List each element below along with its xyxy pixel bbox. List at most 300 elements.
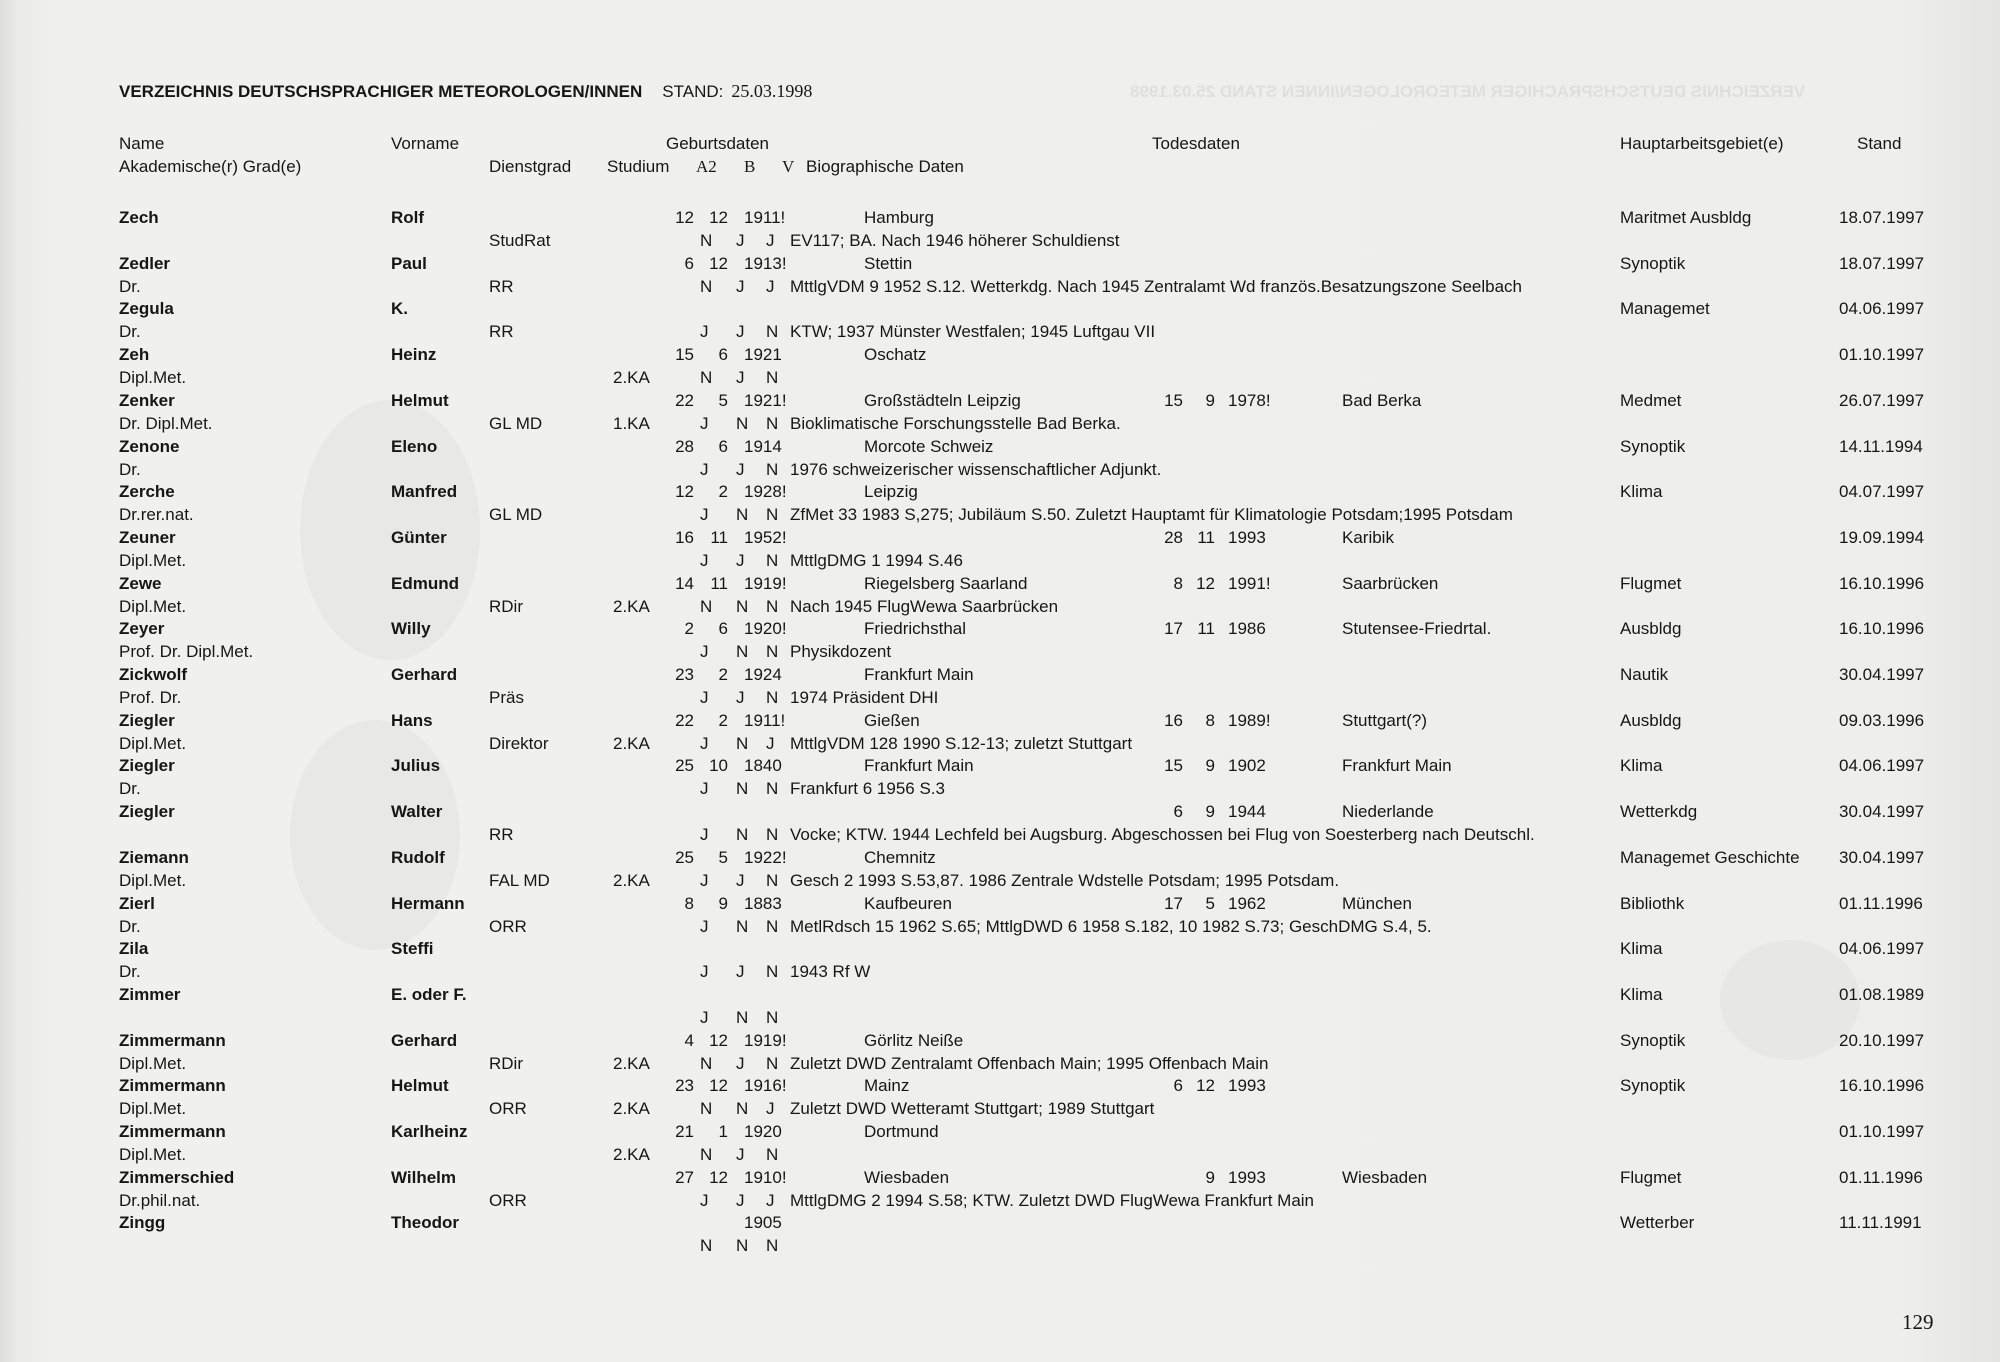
entry-vorname: Rudolf — [391, 847, 445, 867]
entry-row — [0, 437, 2000, 483]
entry-vorname: Manfred — [391, 482, 458, 502]
entry-gebiet: Synoptik — [1620, 436, 1686, 456]
entry-a2: N — [700, 276, 713, 296]
entry-grad: Dr. — [119, 916, 141, 936]
entry-g-mon: 6 — [718, 436, 728, 456]
entry-g-ort: Stettin — [864, 253, 913, 273]
entry-row — [0, 574, 2000, 620]
entry-v: J — [766, 231, 775, 250]
entry-t-mon: 5 — [1205, 893, 1215, 913]
entry-grad: Dr. — [119, 276, 141, 296]
entry-b: J — [736, 1190, 745, 1210]
entry-bio: ZfMet 33 1983 S,275; Jubiläum S.50. Zuletzt Hauptamt für Klimatologie Potsdam;1995 Potsdam — [790, 505, 1513, 525]
entry-g-mon: 12 — [709, 1030, 728, 1050]
entry-studium: 1.KA — [613, 413, 650, 433]
entry-b: J — [736, 550, 745, 570]
entry-row — [0, 802, 2000, 848]
entry-g-tag: 16 — [675, 527, 694, 547]
entry-v: N — [766, 779, 779, 799]
entry-g-tag: 22 — [675, 710, 694, 730]
entry-g-jahr: 1920 — [744, 1122, 782, 1141]
entry-dienst: Direktor — [489, 733, 549, 753]
entry-v: N — [766, 322, 779, 342]
entry-name: Ziemann — [119, 847, 189, 867]
entry-v: N — [766, 413, 779, 433]
entry-stand: 01.08.1989 — [1839, 984, 1925, 1004]
entry-name: Zedler — [119, 253, 171, 273]
entry-vorname: Gerhard — [391, 665, 458, 684]
entry-t-jahr: 1993 — [1228, 527, 1266, 547]
entry-gebiet: Medmet — [1620, 390, 1682, 410]
entry-t-ort: Stutensee-Friedrtal. — [1342, 619, 1492, 639]
col-header-todesdaten: Todesdaten — [1152, 134, 1240, 153]
entry-vorname: Gerhard — [391, 1030, 458, 1050]
entry-row — [0, 1213, 2000, 1259]
entry-t-tag: 8 — [1173, 573, 1183, 593]
entry-b: J — [736, 1145, 745, 1164]
entry-a2: N — [700, 1099, 713, 1119]
entry-grad: Dr.rer.nat. — [119, 505, 194, 525]
entry-a2: J — [700, 916, 709, 936]
entry-g-ort: Chemnitz — [864, 847, 936, 867]
entry-t-mon: 9 — [1205, 756, 1215, 776]
col-header-name: Name — [119, 134, 165, 153]
entry-grad: Dipl.Met. — [119, 870, 187, 890]
entry-gebiet: Maritmet Ausbldg — [1620, 208, 1752, 227]
entry-stand: 30.04.1997 — [1839, 802, 1925, 822]
entry-bio: 1943 Rf W — [790, 962, 871, 982]
entry-b: J — [736, 1053, 745, 1073]
entry-row — [0, 665, 2000, 711]
entry-g-jahr: 1919! — [744, 573, 787, 593]
entry-g-ort: Kaufbeuren — [864, 893, 952, 913]
entry-v: J — [766, 1099, 775, 1119]
entry-t-ort: München — [1342, 893, 1412, 913]
entry-g-mon: 11 — [710, 527, 728, 547]
entry-g-tag: 12 — [675, 208, 694, 227]
entry-a2: J — [700, 779, 709, 799]
entry-g-ort: Oschatz — [864, 345, 927, 365]
entry-g-ort: Dortmund — [864, 1122, 939, 1141]
entry-g-jahr: 1922! — [744, 847, 787, 867]
entry-a2: J — [700, 1007, 709, 1027]
entry-a2: J — [700, 733, 709, 753]
entry-v: N — [766, 1236, 779, 1256]
entry-v: J — [766, 276, 775, 296]
entry-name: Zenker — [119, 390, 175, 410]
col-header-vorname: Vorname — [391, 134, 460, 153]
entry-t-mon: 12 — [1196, 573, 1215, 593]
entry-g-tag: 28 — [675, 436, 694, 456]
entry-grad: Dipl.Met. — [119, 1053, 187, 1073]
entry-dienst: GL MD — [489, 505, 543, 525]
entry-g-tag: 25 — [675, 847, 694, 867]
entry-vorname: Karlheinz — [391, 1122, 468, 1141]
entry-studium: 2.KA — [613, 596, 650, 616]
entry-g-jahr: 1911! — [744, 208, 786, 227]
entry-stand: 14.11.1994 — [1839, 436, 1923, 456]
entry-bio: EV117; BA. Nach 1946 höherer Schuldienst — [790, 231, 1120, 250]
entry-g-jahr: 1914 — [744, 436, 782, 456]
entry-g-mon: 12 — [709, 253, 728, 273]
entry-dienst: RDir — [489, 1053, 523, 1073]
entry-dienst: ORR — [489, 1190, 527, 1210]
entry-t-jahr: 1993 — [1228, 1167, 1266, 1187]
entry-stand: 04.06.1997 — [1839, 756, 1925, 776]
entry-t-mon: 11 — [1197, 527, 1215, 547]
bleed-through-text: VERZEICHNIS DEUTSCHSPRACHIGER METEOROLOGEN/INNEN STAND 25.03.1998 — [1130, 82, 1806, 101]
entry-gebiet: Ausbldg — [1620, 710, 1682, 730]
entry-bio: Zuletzt DWD Zentralamt Offenbach Main; 1995 Offenbach Main — [790, 1053, 1269, 1073]
entry-a2: N — [700, 368, 713, 388]
entry-b: J — [736, 459, 745, 479]
entry-bio: MetlRdsch 15 1962 S.65; MttlgDWD 6 1958 S.182, 10 1982 S.73; GeschDMG S.4, 5. — [790, 916, 1432, 936]
entry-name: Zimmermann — [119, 1030, 226, 1050]
entry-g-mon: 12 — [709, 1167, 728, 1187]
entry-name: Zierl — [119, 893, 155, 913]
entry-name: Zickwolf — [119, 665, 188, 684]
entry-b: N — [736, 1236, 749, 1256]
entry-gebiet: Synoptik — [1620, 253, 1686, 273]
entry-t-ort: Karibik — [1342, 527, 1394, 547]
entry-bio: MttlgDMG 2 1994 S.58; KTW. Zuletzt DWD FlugWewa Frankfurt Main — [790, 1190, 1315, 1210]
entry-b: N — [736, 1007, 749, 1027]
entry-vorname: Hans — [391, 710, 433, 730]
entry-name: Zenone — [119, 436, 180, 456]
entry-grad: Dipl.Met. — [119, 733, 187, 753]
entry-a2: J — [700, 688, 709, 707]
entry-t-ort: Stuttgart(?) — [1342, 710, 1428, 730]
entry-v: N — [766, 505, 779, 525]
entry-g-tag: 14 — [675, 573, 694, 593]
entry-name: Ziegler — [119, 802, 175, 822]
entry-b: N — [736, 916, 749, 936]
entry-stand: 16.10.1996 — [1839, 619, 1925, 639]
entry-t-mon: 12 — [1196, 1076, 1215, 1096]
entry-v: N — [766, 642, 779, 662]
entry-a2: J — [700, 1190, 709, 1210]
entry-bio: 1974 Präsident DHI — [790, 688, 939, 707]
entry-stand: 16.10.1996 — [1839, 573, 1925, 593]
entry-vorname: Willy — [391, 619, 431, 639]
entry-t-ort: Bad Berka — [1342, 390, 1422, 410]
entry-row — [0, 528, 2000, 574]
entry-bio: KTW; 1937 Münster Westfalen; 1945 Luftgau VII — [790, 322, 1156, 342]
col-header-dienstgrad: Dienstgrad — [489, 157, 572, 176]
entry-g-jahr: 1921 — [744, 345, 782, 365]
col-header-grad: Akademische(r) Grad(e) — [119, 157, 302, 176]
entry-g-jahr: 1920! — [744, 619, 787, 639]
entry-grad: Dipl.Met. — [119, 1099, 187, 1119]
entry-t-ort: Saarbrücken — [1342, 573, 1439, 593]
entry-row — [0, 345, 2000, 391]
entry-a2: N — [700, 596, 713, 616]
entry-b: N — [736, 596, 749, 616]
entry-row — [0, 254, 2000, 300]
entry-b: N — [736, 1099, 749, 1119]
entry-t-tag: 17 — [1164, 893, 1183, 913]
entry-g-ort: Gießen — [864, 710, 920, 730]
entry-vorname: E. oder F. — [391, 984, 467, 1004]
entry-name: Ziegler — [119, 756, 175, 776]
entry-stand: 09.03.1996 — [1839, 710, 1925, 730]
entry-v: J — [766, 1190, 775, 1210]
entry-g-jahr: 1952! — [744, 527, 787, 547]
entry-v: N — [766, 368, 779, 388]
entry-gebiet: Flugmet — [1620, 1167, 1682, 1187]
entry-row — [0, 985, 2000, 1031]
entry-g-mon: 1 — [718, 1122, 728, 1141]
entry-vorname: Günter — [391, 527, 447, 547]
entry-row — [0, 1076, 2000, 1122]
entry-gebiet: Ausbldg — [1620, 619, 1682, 639]
entry-gebiet: Klima — [1620, 482, 1663, 502]
entry-vorname: Helmut — [391, 1076, 449, 1096]
entry-g-mon: 12 — [709, 208, 728, 227]
entry-name: Zerche — [119, 482, 175, 502]
entry-name: Zila — [119, 939, 149, 959]
entry-vorname: Julius — [391, 756, 441, 776]
entry-name: Zeh — [119, 345, 150, 365]
entry-t-jahr: 1902 — [1228, 756, 1266, 776]
entry-g-ort: Großstädteln Leipzig — [864, 390, 1021, 410]
entry-vorname: Theodor — [391, 1213, 459, 1233]
entry-stand: 19.09.1994 — [1839, 527, 1925, 547]
entry-g-mon: 11 — [710, 573, 728, 593]
entry-grad: Dr. — [119, 962, 141, 982]
entry-stand: 11.11.1991 — [1839, 1213, 1922, 1233]
entry-vorname: Helmut — [391, 390, 449, 410]
entry-g-tag: 4 — [684, 1030, 694, 1050]
entry-b: N — [736, 505, 749, 525]
col-header-v: V — [782, 157, 795, 176]
entry-row — [0, 1031, 2000, 1077]
entry-a2: J — [700, 642, 709, 662]
entry-g-tag: 25 — [675, 756, 694, 776]
entry-row — [0, 894, 2000, 940]
entry-g-mon: 12 — [709, 1076, 728, 1096]
entry-stand: 18.07.1997 — [1839, 208, 1925, 227]
entry-t-mon: 8 — [1205, 710, 1215, 730]
entry-row — [0, 299, 2000, 345]
entry-g-mon: 2 — [718, 710, 728, 730]
entry-vorname: Heinz — [391, 345, 437, 365]
entry-g-jahr: 1910! — [744, 1167, 787, 1187]
entry-stand: 26.07.1997 — [1839, 390, 1925, 410]
entry-bio: Vocke; KTW. 1944 Lechfeld bei Augsburg. Abgeschossen bei Flug von Soesterberg nach Deutschl. — [790, 825, 1535, 845]
entry-bio: MttlgDMG 1 1994 S.46 — [790, 550, 963, 570]
entry-t-jahr: 1944 — [1228, 802, 1266, 822]
entry-t-ort: Wiesbaden — [1342, 1167, 1428, 1187]
entry-g-jahr: 1916! — [744, 1076, 787, 1096]
entry-gebiet: Klima — [1620, 756, 1663, 776]
col-header-b: B — [744, 157, 756, 176]
entry-dienst: RR — [489, 825, 514, 845]
stand-label: STAND: — [662, 82, 724, 101]
col-header-hauptarbeitsgebiet: Hauptarbeitsgebiet(e) — [1620, 134, 1784, 153]
entry-a2: J — [700, 825, 709, 845]
entry-bio: Frankfurt 6 1956 S.3 — [790, 779, 945, 799]
entry-t-tag: 6 — [1173, 1076, 1183, 1096]
entry-dienst: RR — [489, 276, 514, 296]
entry-dienst: StudRat — [489, 231, 551, 250]
entry-g-ort: Friedrichsthal — [864, 619, 967, 639]
entry-g-ort: Frankfurt Main — [864, 756, 974, 776]
entry-studium: 2.KA — [613, 1053, 650, 1073]
entry-g-jahr: 1911! — [744, 710, 786, 730]
entry-a2: J — [700, 505, 709, 525]
entry-bio: 1976 schweizerischer wissenschaftlicher Adjunkt. — [790, 459, 1162, 479]
entry-stand: 04.06.1997 — [1839, 939, 1925, 959]
entry-v: J — [766, 733, 775, 753]
entry-grad: Prof. Dr. — [119, 688, 182, 707]
entry-g-tag: 12 — [675, 482, 694, 502]
entry-stand: 01.11.1996 — [1839, 893, 1923, 913]
entry-gebiet: Synoptik — [1620, 1076, 1686, 1096]
entry-g-mon: 2 — [718, 665, 728, 684]
entry-vorname: Walter — [391, 802, 443, 822]
entry-vorname: Rolf — [391, 208, 425, 227]
entry-grad: Dr. — [119, 459, 141, 479]
entry-t-mon: 9 — [1205, 1167, 1215, 1187]
entry-b: J — [736, 231, 745, 250]
entry-row — [0, 482, 2000, 528]
entry-a2: J — [700, 550, 709, 570]
entry-dienst: Präs — [489, 688, 524, 707]
entry-gebiet: Managemet Geschichte — [1620, 847, 1800, 867]
entry-v: N — [766, 1053, 779, 1073]
entry-a2: J — [700, 962, 709, 982]
entry-row — [0, 1122, 2000, 1168]
entry-g-jahr: 1913! — [744, 253, 787, 273]
entry-gebiet: Managemet — [1620, 299, 1710, 319]
entry-t-jahr: 1991! — [1228, 573, 1271, 593]
entry-t-tag: 6 — [1173, 802, 1183, 822]
entry-v: N — [766, 596, 779, 616]
entry-g-mon: 5 — [718, 847, 728, 867]
entry-grad: Dr.phil.nat. — [119, 1190, 201, 1210]
entry-vorname: Edmund — [391, 573, 459, 593]
entry-studium: 2.KA — [613, 870, 650, 890]
entry-g-tag: 23 — [675, 665, 694, 684]
entry-v: N — [766, 825, 779, 845]
entry-stand: 01.11.1996 — [1839, 1167, 1923, 1187]
col-header-studium: Studium — [607, 157, 670, 176]
entry-b: N — [736, 733, 749, 753]
entry-grad: Dr. — [119, 322, 141, 342]
col-header-stand: Stand — [1857, 134, 1902, 153]
entry-row — [0, 848, 2000, 894]
entry-t-tag: 15 — [1164, 390, 1183, 410]
entry-grad: Prof. Dr. Dipl.Met. — [119, 642, 254, 662]
entry-dienst: ORR — [489, 916, 527, 936]
entry-t-mon: 9 — [1205, 390, 1215, 410]
entry-name: Zimmermann — [119, 1122, 226, 1141]
entry-grad: Dipl.Met. — [119, 596, 187, 616]
entry-a2: J — [700, 413, 709, 433]
entry-name: Zeuner — [119, 527, 176, 547]
entry-studium: 2.KA — [613, 1145, 650, 1164]
entry-g-tag: 27 — [675, 1167, 694, 1187]
entry-v: N — [766, 550, 779, 570]
entry-vorname: K. — [391, 299, 408, 319]
entry-grad: Dr. — [119, 779, 141, 799]
entry-g-ort: Hamburg — [864, 208, 934, 227]
entry-row — [0, 391, 2000, 437]
entry-t-jahr: 1978! — [1228, 390, 1271, 410]
entry-g-ort: Leipzig — [864, 482, 918, 502]
entry-stand: 04.07.1997 — [1839, 482, 1925, 502]
entry-a2: N — [700, 1236, 713, 1256]
entry-g-ort: Riegelsberg Saarland — [864, 573, 1028, 593]
entry-stand: 04.06.1997 — [1839, 299, 1925, 319]
entry-grad: Dipl.Met. — [119, 550, 187, 570]
entry-stand: 01.10.1997 — [1839, 345, 1925, 365]
entry-name: Zech — [119, 208, 159, 227]
entry-t-jahr: 1962 — [1228, 893, 1266, 913]
entry-grad: Dipl.Met. — [119, 368, 187, 388]
entry-g-jahr: 1840 — [744, 756, 782, 776]
entry-row — [0, 1168, 2000, 1214]
entry-vorname: Hermann — [391, 893, 465, 913]
col-header-bio: Biographische Daten — [806, 157, 964, 176]
entry-studium: 2.KA — [613, 733, 650, 753]
entry-t-mon: 11 — [1197, 619, 1215, 639]
entry-gebiet: Wetterber — [1620, 1213, 1695, 1233]
entry-gebiet: Klima — [1620, 939, 1663, 959]
entry-g-mon: 2 — [718, 482, 728, 502]
entry-name: Zegula — [119, 299, 174, 319]
entry-g-tag: 6 — [684, 253, 694, 273]
entry-a2: N — [700, 1145, 713, 1164]
col-header-geburtsdaten: Geburtsdaten — [666, 134, 770, 153]
entry-g-ort: Morcote Schweiz — [864, 436, 994, 456]
entry-g-mon: 10 — [709, 756, 728, 776]
entry-studium: 2.KA — [613, 368, 650, 388]
entry-bio: MttlgVDM 9 1952 S.12. Wetterkdg. Nach 1945 Zentralamt Wd französ.Besatzungszone Seelbach — [790, 276, 1523, 296]
entry-v: N — [766, 688, 779, 707]
entry-dienst: RDir — [489, 596, 523, 616]
entry-g-jahr: 1921! — [744, 390, 787, 410]
entry-gebiet: Klima — [1620, 984, 1663, 1004]
entry-g-tag: 23 — [675, 1076, 694, 1096]
entry-stand: 18.07.1997 — [1839, 253, 1925, 273]
entry-g-ort: Frankfurt Main — [864, 665, 974, 684]
entry-a2: N — [700, 231, 713, 250]
entry-b: J — [736, 870, 745, 890]
entry-t-mon: 9 — [1205, 802, 1215, 822]
entry-dienst: RR — [489, 322, 514, 342]
entry-stand: 30.04.1997 — [1839, 665, 1925, 684]
entry-g-jahr: 1928! — [744, 482, 787, 502]
entry-t-tag: 28 — [1164, 527, 1183, 547]
entry-stand: 01.10.1997 — [1839, 1122, 1925, 1141]
entry-row — [0, 208, 2000, 254]
entry-vorname: Wilhelm — [391, 1167, 457, 1187]
entry-g-ort: Mainz — [864, 1076, 910, 1096]
entry-name: Zimmermann — [119, 1076, 226, 1096]
entry-g-jahr: 1924 — [744, 665, 782, 684]
entry-v: N — [766, 459, 779, 479]
entry-gebiet: Nautik — [1620, 665, 1669, 684]
entry-g-jahr: 1883 — [744, 893, 782, 913]
title-text: VERZEICHNIS DEUTSCHSPRACHIGER METEOROLOGEN/INNEN — [119, 82, 643, 101]
entry-row — [0, 939, 2000, 985]
entry-row — [0, 756, 2000, 802]
entry-g-tag: 15 — [675, 345, 694, 365]
entry-name: Zimmerschied — [119, 1167, 235, 1187]
entry-b: J — [736, 688, 745, 707]
